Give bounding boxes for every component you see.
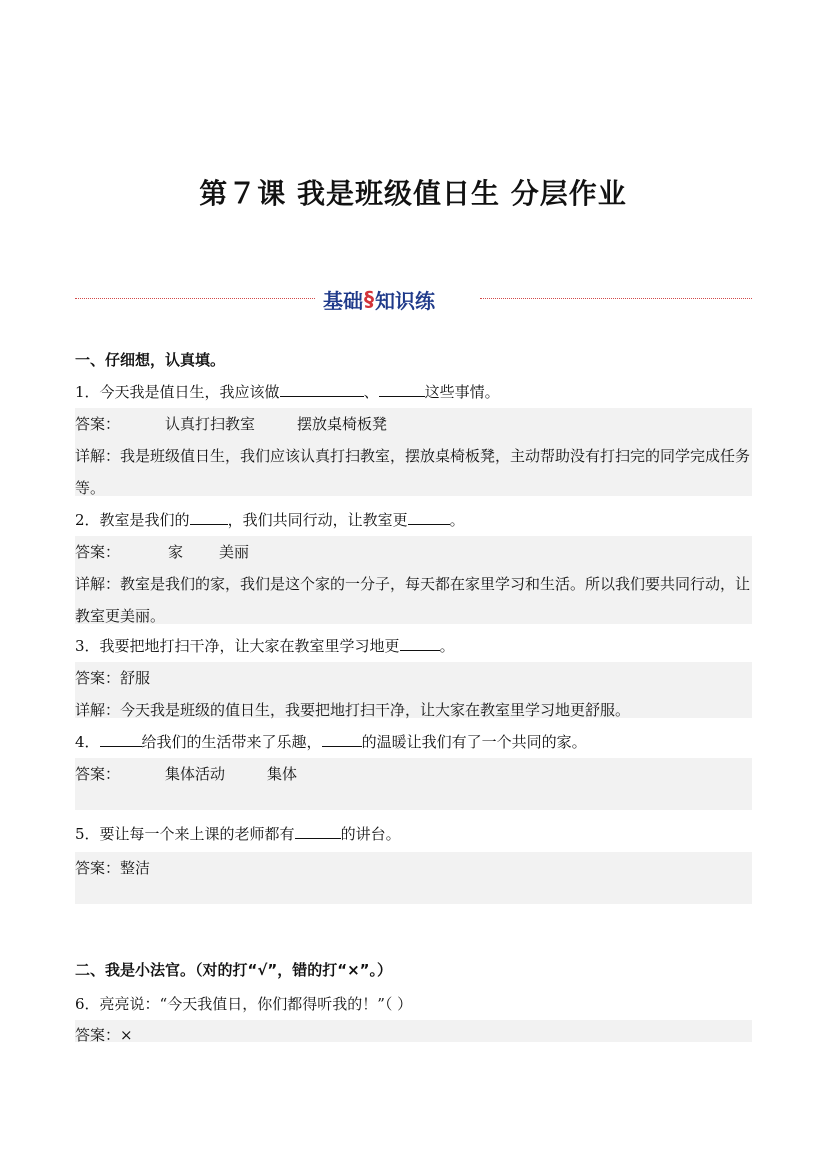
question-3 [75, 630, 752, 662]
banner-divider-left [75, 298, 315, 299]
answer-box-6 [75, 1020, 752, 1042]
question-text: 。 [449, 511, 465, 529]
question-number: 3． [75, 637, 100, 655]
answer-blank [408, 506, 450, 525]
answer-value: 摆放桌椅板凳 [297, 415, 388, 433]
answer-blank [100, 728, 142, 747]
answer-value: 美丽 [219, 543, 250, 561]
question-text: 教室是我们的 [99, 511, 190, 529]
answer-value: 集体活动 [165, 765, 226, 783]
answer-label: 答案： [75, 543, 121, 561]
link-icon: § [364, 287, 374, 311]
section-1-heading: 一、仔细想，认真填。 [75, 351, 226, 369]
answer-detail: 详解：我是班级值日生，我们应该认真打扫教室，摆放桌椅板凳，主动帮助没有打扫完的同学完成任务等。 [75, 447, 751, 497]
answer-box-3 [75, 662, 752, 718]
answer-blank [190, 506, 228, 525]
page-title: 第７课 我是班级值日生 分层作业 [199, 177, 627, 210]
answer-label: 答案： [75, 765, 121, 783]
banner-label [323, 284, 435, 314]
answer-value: 认真打扫教室 [165, 415, 256, 433]
question-4 [75, 726, 752, 758]
question-number: 6． [75, 995, 100, 1013]
answer-value: 集体 [267, 765, 298, 783]
question-number: 1． [75, 383, 100, 401]
answer-blank [295, 820, 341, 839]
question-text: 、 [363, 383, 379, 401]
answer-detail: 详解：今天我是班级的值日生，我要把地打扫干净，让大家在教室里学习地更舒服。 [75, 701, 631, 719]
question-text: 要让每一个来上课的老师都有 [99, 825, 295, 843]
question-text: 的讲台。 [340, 825, 401, 843]
question-text: 。 [439, 637, 455, 655]
answer-label: 答案： [75, 415, 121, 433]
banner-label-left: 基础 [323, 288, 363, 313]
question-text: 我要把地打扫干净，让大家在教室里学习地更 [99, 637, 400, 655]
question-6 [75, 988, 752, 1020]
banner-divider-right [480, 298, 752, 299]
answer-box-5 [75, 852, 752, 904]
answer-detail: 详解：教室是我们的家，我们是这个家的一分子，每天都在家里学习和生活。所以我们要共同行动，让教室更美丽。 [75, 575, 751, 625]
question-number: 5． [75, 825, 100, 843]
answer-blank [379, 378, 425, 397]
answer-box-4 [75, 758, 752, 810]
answer-box-2 [75, 536, 752, 624]
question-text: 今天我是值日生，我应该做 [99, 383, 280, 401]
question-text: 给我们的生活带来了乐趣， [141, 733, 322, 751]
question-number: 4． [75, 733, 100, 751]
section-banner [75, 284, 752, 314]
answer-value: 答案：× [75, 1026, 133, 1042]
question-1 [75, 376, 752, 408]
question-text: ，我们共同行动，让教室更 [227, 511, 408, 529]
question-text: 这些事情。 [424, 383, 500, 401]
answer-blank [280, 378, 364, 397]
answer-blank [322, 728, 362, 747]
answer-box-1 [75, 408, 752, 496]
question-text: 的温暖让我们有了一个共同的家。 [361, 733, 587, 751]
question-2 [75, 504, 752, 536]
answer-blank [400, 632, 440, 651]
answer-value: 答案：舒服 [75, 669, 151, 687]
section-2-heading: 二、我是小法官。（对的打“√”，错的打“×”。） [75, 961, 393, 979]
question-text: 亮亮说：“今天我值日，你们都得听我的！”（ ） [99, 995, 413, 1013]
answer-value: 家 [168, 543, 184, 561]
question-5 [75, 818, 752, 850]
answer-value: 答案：整洁 [75, 859, 151, 877]
question-number: 2． [75, 511, 100, 529]
banner-label-right: 知识练 [375, 288, 435, 313]
